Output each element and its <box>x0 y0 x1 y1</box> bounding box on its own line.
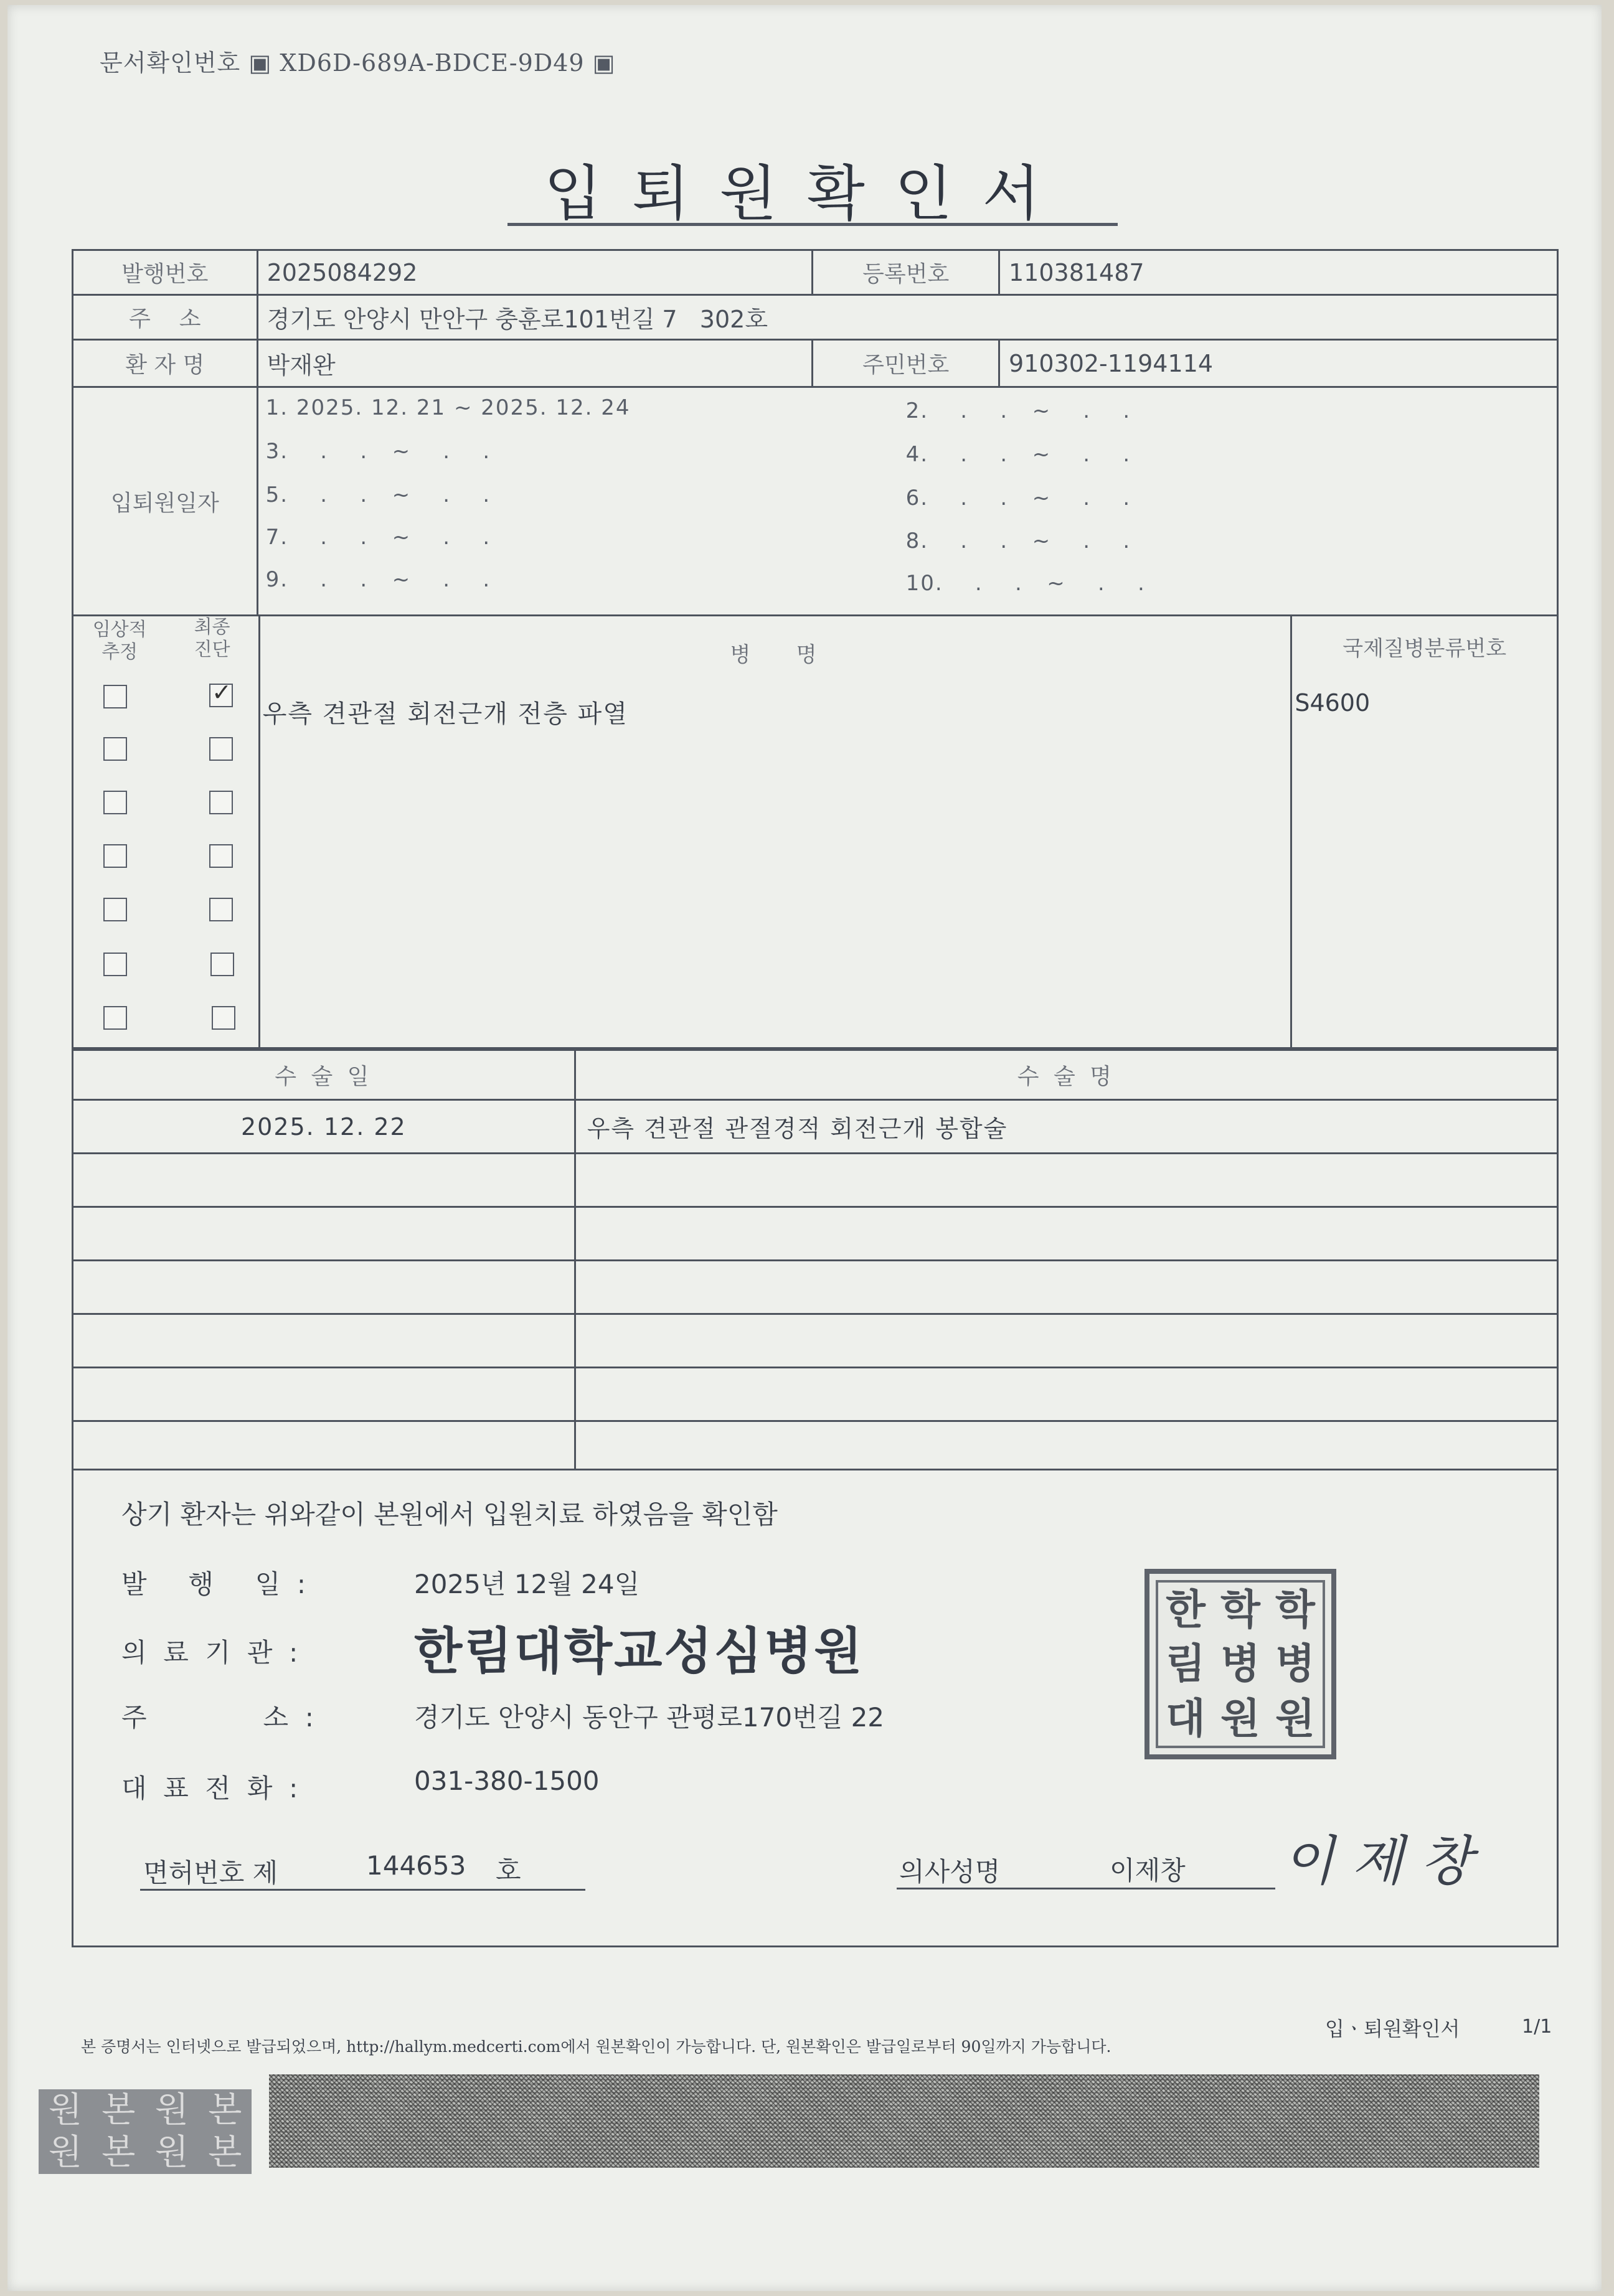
surgery-empty-cell <box>575 1154 1557 1207</box>
address-value: 경기도 안양시 만안구 충훈로101번길 7 302호 <box>257 295 1557 340</box>
patient-name-label: 환 자 명 <box>73 340 258 387</box>
license-suffix: 호 <box>496 1855 521 1886</box>
institution-name: 한림대학교성심병원 <box>414 1622 864 1680</box>
resident-number-label: 주민번호 <box>813 340 999 387</box>
document-confirm-number: 문서확인번호 ▣ XD6D-689A-BDCE-9D49 ▣ <box>100 49 616 77</box>
institution-label: 의 료 기 관 : <box>121 1637 298 1668</box>
date-line: 5. . . ~ . . <box>265 482 491 507</box>
doctor-name: 이제창 <box>1110 1855 1186 1886</box>
surgery-empty-cell <box>73 1421 575 1470</box>
final-checkbox-7[interactable] <box>212 1006 235 1030</box>
provisional-checkbox-5[interactable] <box>103 898 127 921</box>
date-line: 10. . . ~ . . <box>905 571 1146 596</box>
original-stamp: 원 본 원 본 원 본 원 본 <box>39 2089 252 2174</box>
final-checkbox-5[interactable] <box>209 898 233 921</box>
diagnosis-table <box>72 614 1559 1049</box>
hospital-seal: 한 학 학 림 병 병 대 원 원 <box>1144 1569 1336 1759</box>
page-number: 1/1 <box>1522 2016 1552 2038</box>
issue-date-value: 2025년 12월 24일 <box>414 1569 640 1599</box>
address-label: 주 소 <box>73 295 258 340</box>
provisional-checkbox-3[interactable] <box>103 791 127 814</box>
date-line: 8. . . ~ . . <box>905 529 1131 553</box>
surgery-empty-cell <box>73 1207 575 1261</box>
date-line: 2. . . ~ . . <box>905 398 1131 423</box>
provisional-label: 임상적추정 <box>92 619 147 663</box>
surgery-table <box>72 1049 1559 1470</box>
final-checkbox-3[interactable] <box>209 791 233 814</box>
provisional-column <box>73 616 166 1048</box>
surgery-name-header: 수 술 명 <box>575 1050 1557 1100</box>
final-checkbox-6[interactable] <box>210 953 234 976</box>
final-checkbox-1[interactable] <box>209 684 233 707</box>
disease-name-column <box>259 616 1291 1048</box>
final-label: 최종진단 <box>194 616 230 661</box>
verification-barcode <box>269 2074 1539 2168</box>
surgery-name-value: 우측 견관절 관절경적 회전근개 봉합술 <box>575 1100 1557 1154</box>
registration-number-label: 등록번호 <box>813 250 999 295</box>
provisional-checkbox-6[interactable] <box>103 953 127 976</box>
resident-number-value: 910302-1194114 <box>999 340 1557 387</box>
doctor-signature: 이 제 창 <box>1283 1830 1472 1893</box>
surgery-empty-cell <box>575 1207 1557 1261</box>
final-checkbox-2[interactable] <box>209 737 233 761</box>
provisional-checkbox-1[interactable] <box>103 685 127 708</box>
surgery-empty-cell <box>575 1368 1557 1421</box>
icd-column <box>1291 616 1558 1048</box>
icd-code: S4600 <box>1295 689 1371 717</box>
surgery-empty-cell <box>575 1421 1557 1470</box>
final-checkbox-4[interactable] <box>209 844 233 868</box>
title-underline <box>507 223 1118 226</box>
date-line: 3. . . ~ . . <box>265 439 491 464</box>
form-name: 입ㆍ퇴원확인서 <box>1325 2017 1460 2041</box>
institution-address: 경기도 안양시 동안구 관평로170번길 22 <box>414 1702 885 1733</box>
institution-address-label: 주 소 : <box>121 1702 314 1733</box>
date-line: 7. . . ~ . . <box>265 525 491 550</box>
surgery-date-value: 2025. 12. 22 <box>73 1100 575 1154</box>
provisional-checkbox-7[interactable] <box>103 1006 127 1030</box>
surgery-date-header: 수 술 일 <box>73 1050 575 1100</box>
issue-number-label: 발행번호 <box>73 250 258 295</box>
date-line: 9. . . ~ . . <box>265 567 491 592</box>
disease-header: 병 명 <box>730 642 821 667</box>
surgery-empty-cell <box>73 1154 575 1207</box>
admission-dates-cell <box>257 387 1557 616</box>
admission-dates-label: 입퇴원일자 <box>73 387 258 616</box>
surgery-empty-cell <box>73 1368 575 1421</box>
phone-label: 대 표 전 화 : <box>121 1773 298 1804</box>
issue-number-value: 2025084292 <box>257 250 813 295</box>
date-line: 6. . . ~ . . <box>905 486 1131 510</box>
provisional-checkbox-4[interactable] <box>103 844 127 868</box>
date-line: 4. . . ~ . . <box>905 442 1131 467</box>
surgery-empty-cell <box>575 1314 1557 1368</box>
license-prefix: 면허번호 제 <box>143 1858 278 1888</box>
phone-value: 031-380-1500 <box>414 1766 600 1796</box>
license-number: 144653 <box>366 1850 466 1881</box>
provisional-checkbox-2[interactable] <box>103 737 127 761</box>
patient-name-value: 박재완 <box>257 340 813 387</box>
registration-number-value: 110381487 <box>999 250 1557 295</box>
icd-header: 국제질병분류번호 <box>1343 636 1507 661</box>
date-line: 1. 2025. 12. 21 ~ 2025. 12. 24 <box>265 395 631 420</box>
confirmation-statement: 상기 환자는 위와같이 본원에서 입원치료 하였음을 확인함 <box>121 1499 778 1530</box>
doctor-label: 의사성명 <box>899 1856 1001 1887</box>
footer-note: 본 증명서는 인터넷으로 발급되었으며, http://hallym.medcerti.com에서 원본확인이 가능합니다. 단, 원본확인은 발급일로부터 90일까지 가능합니다. <box>81 2038 1111 2056</box>
surgery-empty-cell <box>575 1261 1557 1314</box>
diagnosis-name: 우측 견관절 회전근개 전층 파열 <box>262 700 628 728</box>
surgery-empty-cell <box>73 1261 575 1314</box>
surgery-empty-cell <box>73 1314 575 1368</box>
page-title: 입퇴원확인서 <box>544 159 1070 228</box>
issue-date-label: 발 행 일 : <box>121 1569 306 1599</box>
patient-info-table <box>72 249 1559 616</box>
